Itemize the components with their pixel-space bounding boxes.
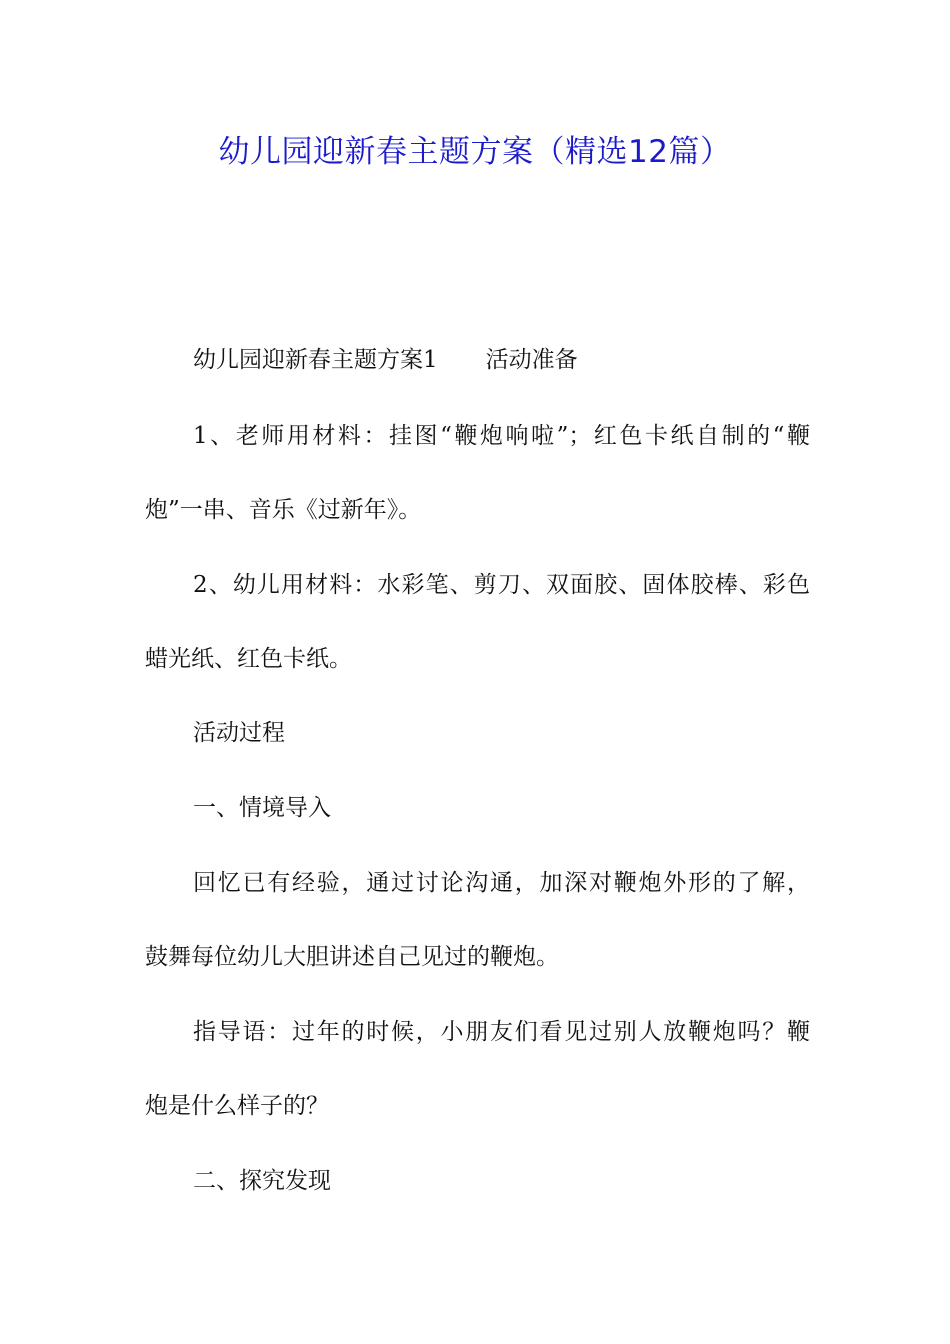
- paragraph-line: 蜡光纸、红色卡纸。: [145, 646, 352, 672]
- section-heading-explore: 二、探究发现: [193, 1168, 331, 1194]
- plan-name: 幼儿园迎新春主题方案1: [193, 347, 438, 373]
- section-heading-preparation: 活动准备: [485, 347, 578, 373]
- paragraph-line: 指导语：过年的时候，小朋友们看见过别人放鞭炮吗？鞭: [193, 1019, 810, 1045]
- paragraph-line: 1、老师用材料：挂图“鞭炮响啦”；红色卡纸自制的“鞭: [193, 423, 810, 449]
- paragraph-line: 炮”一串、音乐《过新年》。: [145, 497, 422, 523]
- paragraph-heading-1: [193, 336, 810, 384]
- paragraph-line: 鼓舞每位幼儿大胆讲述自己见过的鞭炮。: [145, 944, 559, 970]
- section-heading-intro: 一、情境导入: [193, 795, 331, 821]
- paragraph-line: 2、幼儿用材料：水彩笔、剪刀、双面胶、固体胶棒、彩色: [193, 572, 810, 598]
- paragraph-line: 回忆已有经验，通过讨论沟通，加深对鞭炮外形的了解，: [193, 870, 810, 896]
- paragraph-line: 炮是什么样子的？: [145, 1093, 329, 1119]
- document-title: 幼儿园迎新春主题方案（精选12篇）: [218, 134, 732, 170]
- section-heading-process: 活动过程: [193, 720, 285, 746]
